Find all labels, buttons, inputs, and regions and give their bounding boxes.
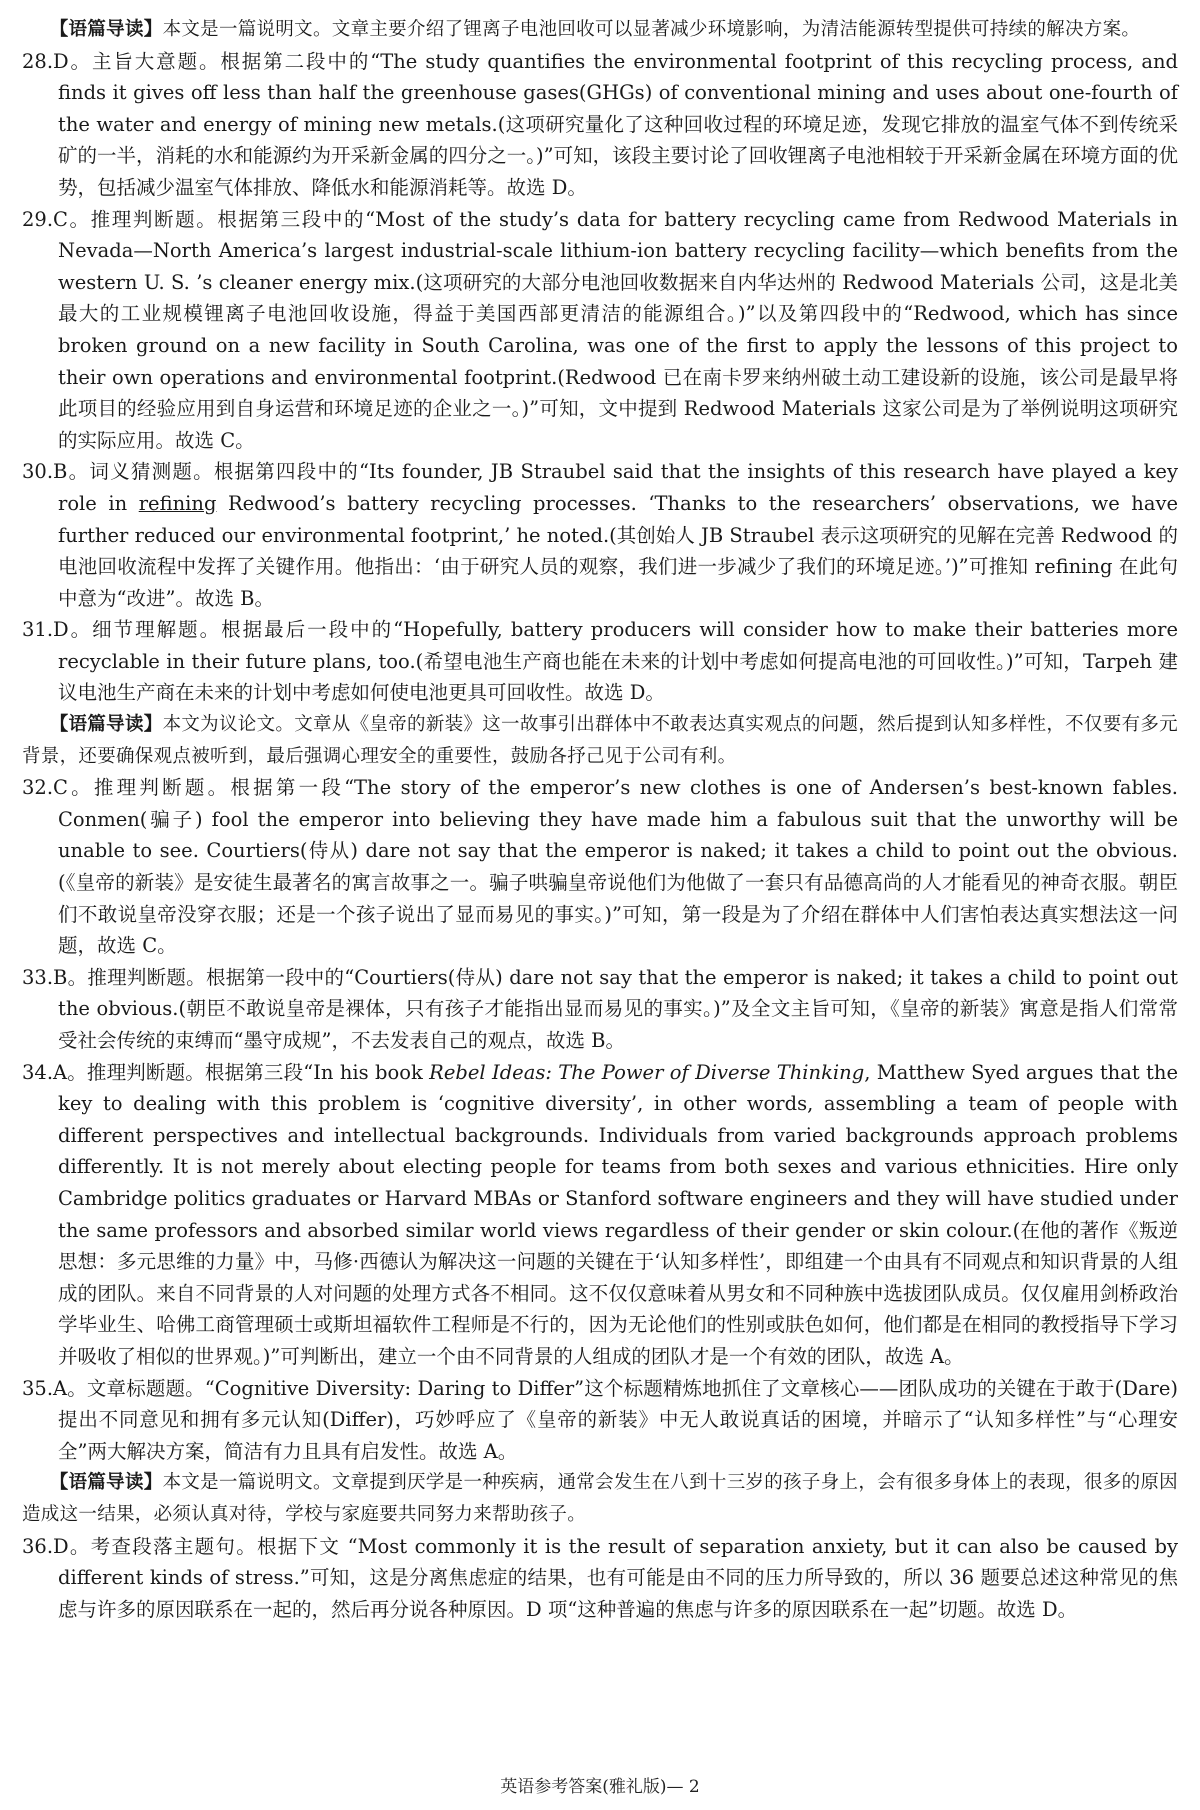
answer-number: 32.	[22, 776, 54, 800]
answer-text-cont: , Matthew Syed argues that the key to dealing with this problem is ‘cognitive diversity’, in other words, assembling a team of people with different perspectives and intellectual backgrounds. Individuals from varied backgrounds approach problems differently. It is not merely about electing people for teams from both sexes and various ethnicities. Hire only Cambridge politics graduates or Harvard MBAs or Stanford software engineers and they will have studied under the same professors and absorbed similar world views regardless of their gender or skin colour.(在他的著作《叛逆思想：多元思维的力量》中，马修·西德认为解决这一问题的关键在于‘认知多样性’，即组建一个由具有不同观点和知识背景的人组成的团队。来自不同背景的人对问题的处理方式各不相同。这不仅仅意味着从男女和不同种族中选拔团队成员。仅仅雇用剑桥政治学毕业生、哈佛工商管理硕士或斯坦福软件工程师是不行的，因为无论他们的性别或肤色如何，他们都是在相同的教授指导下学习并吸收了相似的世界观。)”可判断出，建立一个由不同背景的人组成的团队才是一个有效的团队，故选 A。	[58, 1060, 1178, 1368]
answer-text: B。推理判断题。根据第一段中的“Courtiers(侍从) dare not say that the emperor is naked; it takes a child to point out the obvious.(朝臣不敢说皇帝是裸体，只有孩子才能指出显而易见的事实。)”及全文主旨可知，《皇帝的新装》寓意是指人们常常受社会传统的束缚而“墨守成规”，不去发表自己的观点，故选 B。	[53, 965, 1178, 1052]
answer-item	[22, 614, 1178, 709]
answer-number: 33.	[22, 965, 54, 989]
answer-item	[22, 1531, 1178, 1626]
answer-text: C。推理判断题。根据第三段中的“Most of the study’s data for battery recycling came from Redwood Materials in Nevada—North America’s largest industrial-scale lithium-ion battery recycling facility—which benefits from the western U. S. ’s cleaner energy mix.(这项研究的大部分电池回收数据来自内华达州的 Redwood Materials 公司，这是北美最大的工业规模锂离子电池回收设施，得益于美国西部更清洁的能源组合。)”以及第四段中的“Redwood, which has since broken ground on a new facility in South Carolina, was one of the first to apply the lessons of this project to their own operations and environmental footprint.(Redwood 已在南卡罗来纳州破土动工建设新的设施，该公司是最早将此项目的经验应用到自身运营和环境足迹的企业之一。)”可知，文中提到 Redwood Materials 这家公司是为了举例说明这项研究的实际应用。故选 C。	[53, 207, 1178, 452]
book-title: Rebel Ideas: The Power of Diverse Thinking	[429, 1060, 865, 1084]
passage-guide-text: 本文是一篇说明文。文章提到厌学是一种疾病，通常会发生在八到十三岁的孩子身上，会有很多身体上的表现，很多的原因造成这一结果，必须认真对待，学校与家庭要共同努力来帮助孩子。	[22, 1472, 1178, 1525]
passage-guide	[22, 14, 1178, 46]
answer-text: D。主旨大意题。根据第二段中的“The study quantifies the environmental footprint of this recycling process, and finds it gives off less than half the greenhouse gases(GHGs) of conventional mining and uses about one-fourth of the water and energy of mining new metals.(这项研究量化了这种回收过程的环境足迹，发现它排放的温室气体不到传统采矿的一半，消耗的水和能源约为开采新金属的四分之一。)”可知，该段主要讨论了回收锂离子电池相较于开采新金属在环境方面的优势，包括减少温室气体排放、降低水和能源消耗等。故选 D。	[53, 49, 1178, 199]
answer-text: A。推理判断题。根据第三段“In his book	[53, 1060, 430, 1084]
answer-text: B。词义猜测题。根据第四段中的“Its founder, JB Straubel said that the insights of this research have played a key role in	[53, 460, 1178, 515]
answer-text: D。考查段落主题句。根据下文 “Most commonly it is the result of separation anxiety, but it can also be caused by different kinds of stress.”可知，这是分离焦虑症的结果，也有可能是由不同的压力所导致的，所以 36 题要总述这种常见的焦虑与许多的原因联系在一起的，然后再分说各种原因。D 项“这种普遍的焦虑与许多的原因联系在一起”切题。故选 D。	[53, 1534, 1178, 1621]
answer-item	[22, 46, 1178, 204]
passage-guide-tag: 【语篇导读】	[49, 1472, 163, 1494]
answer-number: 34.	[22, 1060, 54, 1084]
answer-number: 30.	[22, 460, 54, 484]
answer-text: D。细节理解题。根据最后一段中的“Hopefully, battery producers will consider how to make their batteries more recyclable in their future plans, too.(希望电池生产商也能在未来的计划中考虑如何提高电池的可回收性。)”可知，Tarpeh 建议电池生产商在未来的计划中考虑如何使电池更具可回收性。故选 D。	[53, 618, 1178, 705]
answer-number: 29.	[22, 207, 54, 231]
answer-item	[22, 772, 1178, 962]
passage-guide-text: 本文是一篇说明文。文章主要介绍了锂离子电池回收可以显著减少环境影响，为清洁能源转型提供可持续的解决方案。	[162, 19, 1141, 40]
page-footer: 英语参考答案(雅礼版)— 2	[500, 1777, 700, 1797]
passage-guide	[22, 1467, 1178, 1530]
passage-guide-tag: 【语篇导读】	[49, 714, 163, 736]
answer-item	[22, 1373, 1178, 1468]
answer-text: C。推理判断题。根据第一段“The story of the emperor’s new clothes is one of Andersen’s best-known fables. Conmen(骗子) fool the emperor into believing they have made him a fabulous suit that the unworthy will be unable to see. Courtiers(侍从) dare not say that the emperor is naked; it takes a child to point out the obvious.(《皇帝的新装》是安徒生最著名的寓言故事之一。骗子哄骗皇帝说他们为他做了一套只有品德高尚的人才能看见的神奇衣服。朝臣们不敢说皇帝没穿衣服；还是一个孩子说出了显而易见的事实。)”可知，第一段是为了介绍在群体中人们害怕表达真实想法这一问题，故选 C。	[53, 776, 1178, 958]
answer-number: 36.	[22, 1534, 54, 1558]
answer-item	[22, 1057, 1178, 1373]
answer-number: 28.	[22, 49, 54, 73]
passage-guide-tag: 【语篇导读】	[49, 19, 163, 40]
passage-guide-text: 本文为议论文。文章从《皇帝的新装》这一故事引出群体中不敢表达真实观点的问题，然后提到认知多样性，不仅要有多元背景，还要确保观点被听到，最后强调心理安全的重要性，鼓励各抒己见于公司有利。	[22, 714, 1178, 767]
answer-number: 35.	[22, 1376, 54, 1400]
answer-text: A。文章标题题。“Cognitive Diversity: Daring to Differ”这个标题精炼地抓住了文章核心——团队成功的关键在于敢于(Dare)提出不同意见和拥有多元认知(Differ)，巧妙呼应了《皇帝的新装》中无人敢说真话的困境，并暗示了“认知多样性”与“心理安全”两大解决方案，简洁有力且具有启发性。故选 A。	[53, 1376, 1178, 1463]
answer-item	[22, 456, 1178, 614]
answer-number: 31.	[22, 618, 54, 642]
answer-text-cont: Redwood’s battery recycling processes. ‘Thanks to the researchers’ observations, we have further reduced our environmental footprint,’ he noted.(其创始人 JB Straubel 表示这项研究的见解在完善 Redwood 的电池回收流程中发挥了关键作用。他指出：‘由于研究人员的观察，我们进一步减少了我们的环境足迹。’)”可推知 refining 在此句中意为“改进”。故选 B。	[58, 491, 1179, 610]
answer-item	[22, 204, 1178, 457]
answer-page	[22, 14, 1178, 1625]
answer-item	[22, 962, 1178, 1057]
underlined-word: refining	[138, 491, 217, 515]
passage-guide	[22, 709, 1178, 772]
